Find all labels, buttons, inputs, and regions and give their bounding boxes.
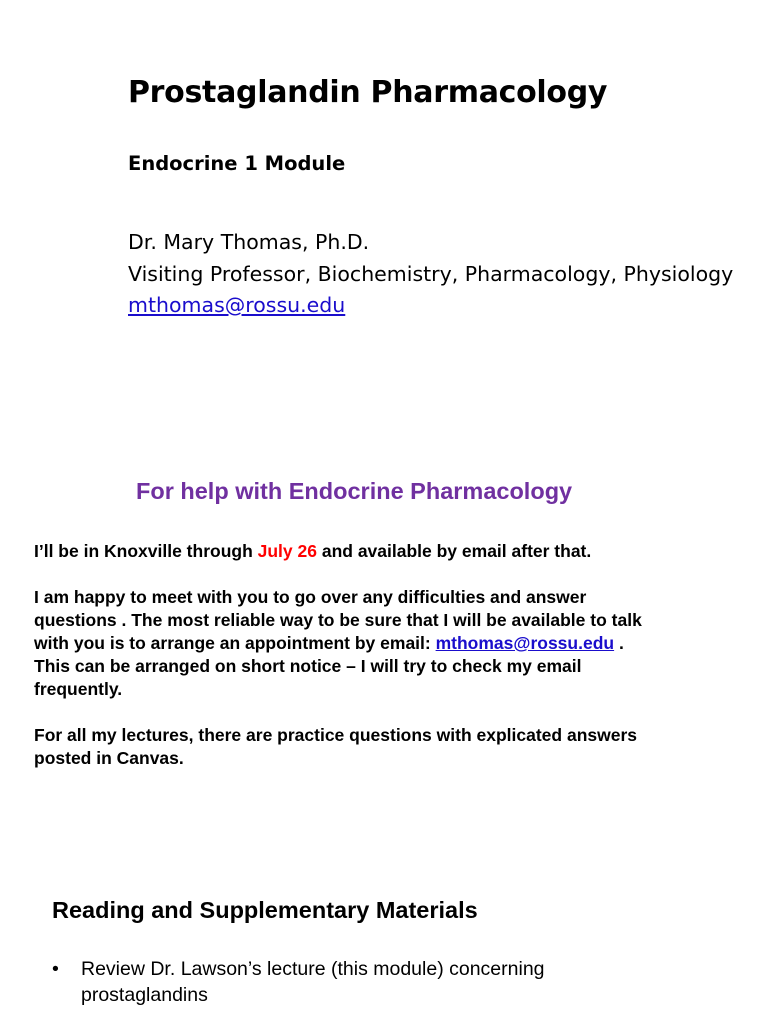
reading-list: [52, 956, 545, 1008]
help-slide: [0, 470, 768, 800]
list-item-line-2: prostaglandins: [81, 984, 208, 1006]
meeting-line-2: questions . The most reliable way to be sure that I will be available to talk: [34, 610, 642, 630]
practice-paragraph: [34, 724, 734, 770]
author-position: Visiting Professor, Biochemistry, Pharmacology, Physiology: [128, 261, 734, 286]
list-item: [52, 956, 545, 1008]
meeting-line-3: [34, 632, 734, 655]
availability-text-after: and available by email after that.: [316, 541, 592, 561]
title-slide: [0, 0, 768, 430]
reading-heading: Reading and Supplementary Materials: [52, 897, 478, 923]
availability-text-before: I’ll be in Knoxville through: [34, 541, 258, 561]
bullet-icon: •: [52, 958, 59, 980]
help-email-link[interactable]: mthomas@rossu.edu: [435, 633, 615, 653]
availability-paragraph: [34, 540, 734, 563]
practice-line-1: For all my lectures, there are practice questions with explicated answers: [34, 725, 638, 745]
author-email-link[interactable]: mthomas@rossu.edu: [128, 293, 346, 317]
meeting-line-3-text: with you is to arrange an appointment by email:: [34, 633, 436, 653]
meeting-line-4: This can be arranged on short notice – I will try to check my email: [34, 656, 582, 676]
availability-date: July 26: [257, 541, 317, 561]
author-name: Dr. Mary Thomas, Ph.D.: [128, 230, 370, 254]
module-subtitle: Endocrine 1 Module: [128, 152, 346, 175]
list-item-line-1: Review Dr. Lawson’s lecture (this module) concerning: [81, 958, 545, 980]
meeting-paragraph: [34, 586, 734, 701]
help-body: [34, 540, 734, 793]
meeting-line-3-end: .: [614, 633, 624, 653]
practice-line-2: posted in Canvas.: [34, 748, 184, 768]
meeting-line-1: I am happy to meet with you to go over any difficulties and answer: [34, 587, 587, 607]
meeting-line-5: frequently.: [34, 679, 123, 699]
help-heading: For help with Endocrine Pharmacology: [136, 478, 573, 504]
page-title: Prostaglandin Pharmacology: [128, 75, 608, 110]
reading-slide: [0, 880, 768, 1024]
author-block: [128, 227, 733, 322]
